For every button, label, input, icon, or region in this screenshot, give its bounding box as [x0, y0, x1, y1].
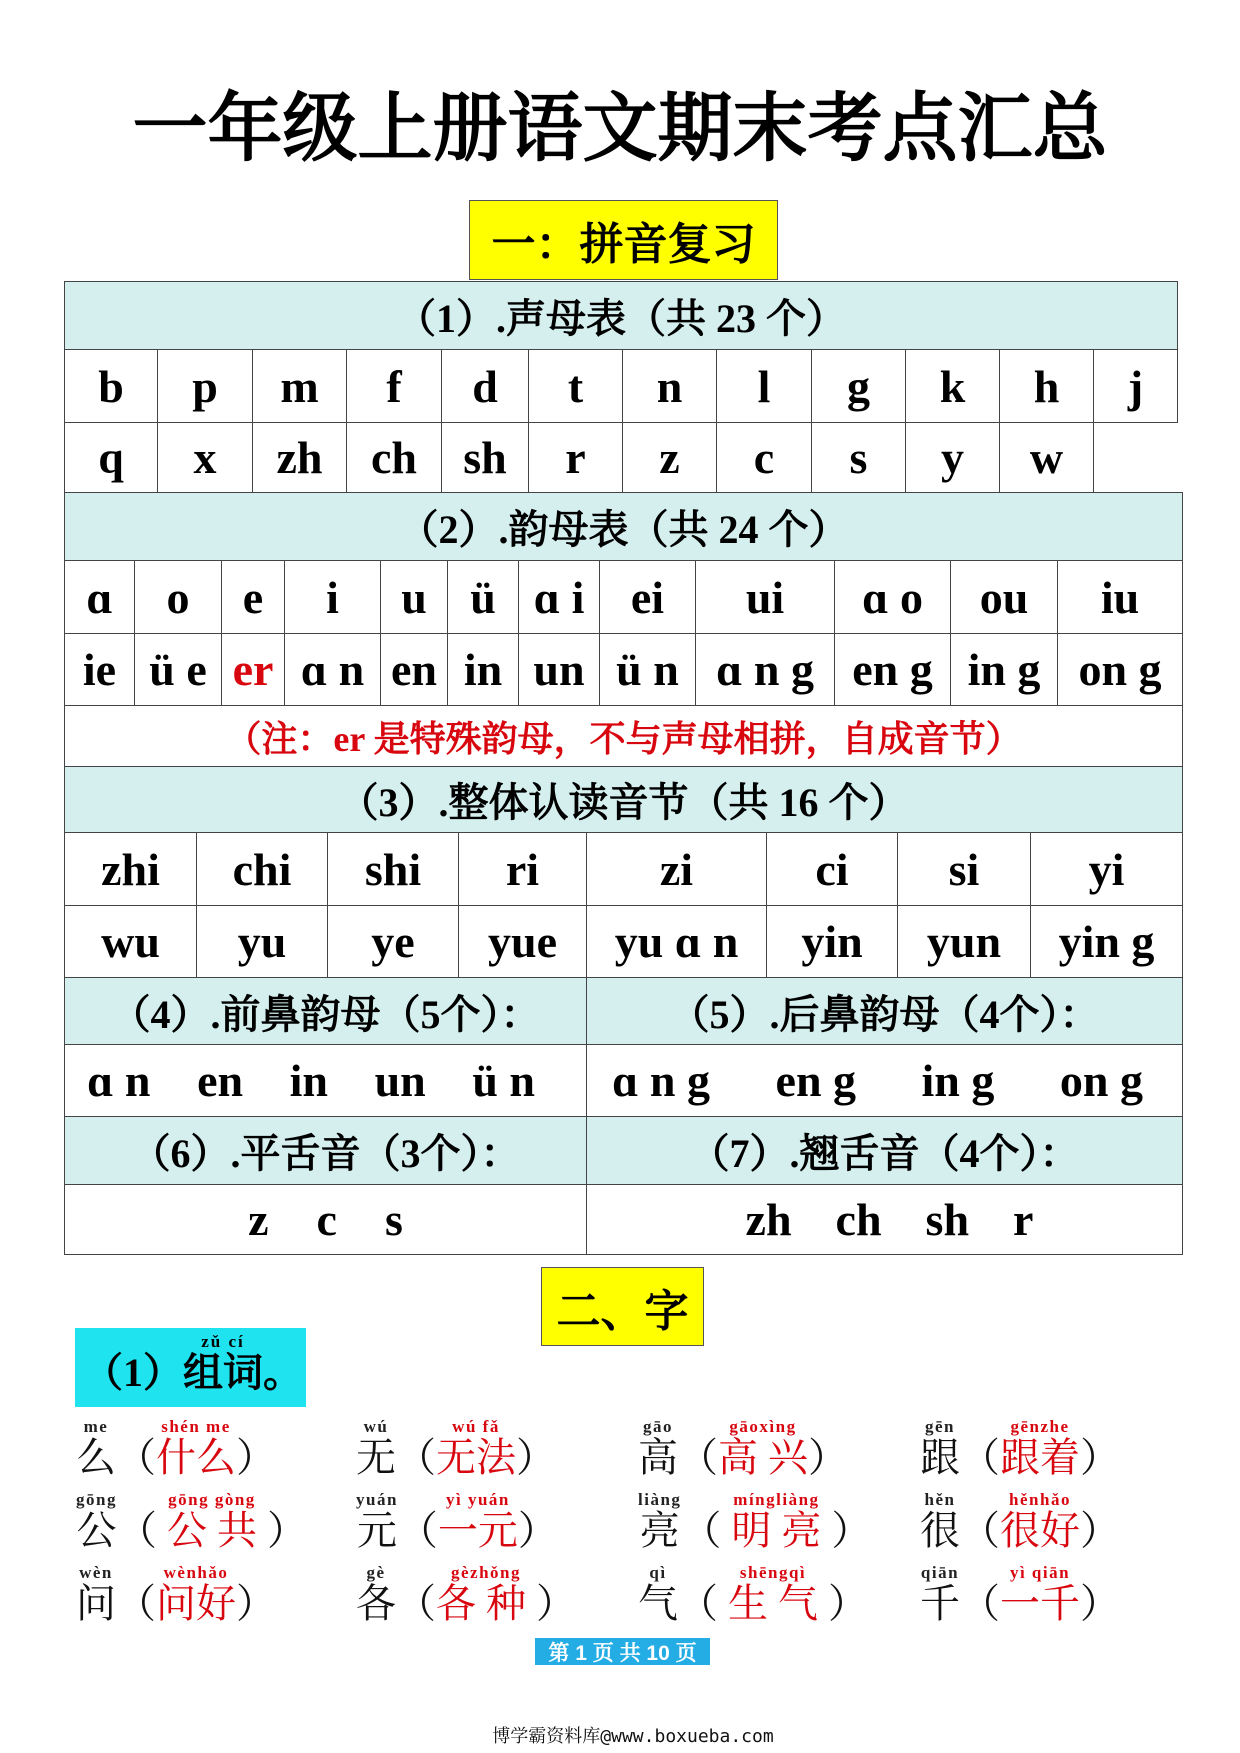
initial-cell: z: [622, 422, 717, 493]
word-entry: [356, 1563, 576, 1625]
base-char: 问: [76, 1581, 116, 1626]
final-cell: iu: [1057, 560, 1183, 634]
section-heading-characters: 二、字: [541, 1267, 704, 1346]
close-bracket: ）: [1080, 1581, 1120, 1626]
open-bracket: （: [960, 1435, 1000, 1480]
base-char-pinyin: liàng: [638, 1490, 682, 1509]
subsection-word: 组词: [183, 1350, 263, 1395]
initial-cell: j: [1093, 349, 1178, 423]
word-text: 高 兴: [718, 1435, 808, 1480]
initial-cell: sh: [441, 422, 529, 493]
base-char: 公: [76, 1508, 117, 1553]
base-char-group: [920, 1417, 960, 1479]
base-char-pinyin: gè: [366, 1563, 386, 1582]
whole-syllable-cell: yun: [897, 905, 1031, 978]
base-char: 各: [356, 1581, 396, 1626]
close-bracket: ）: [808, 1435, 848, 1480]
flat-tongue-header: （6）.平舌音（3个）：: [64, 1116, 587, 1185]
word-text: 问好: [156, 1581, 236, 1626]
front-nasal-item: in: [289, 1055, 329, 1106]
final-cell: un: [518, 633, 600, 706]
whole-syllable-cell: zhi: [64, 832, 197, 906]
retroflex-item: r: [1013, 1194, 1034, 1245]
open-bracket: （: [116, 1435, 156, 1480]
base-char: 千: [920, 1581, 960, 1626]
final-cell: in: [447, 633, 519, 706]
final-cell: on g: [1057, 633, 1183, 706]
word-text: 明 亮: [721, 1508, 832, 1553]
word-entry: [76, 1563, 276, 1625]
initial-cell: c: [716, 422, 812, 493]
word-group: [1000, 1417, 1080, 1479]
open-bracket: （: [678, 1581, 718, 1626]
initial-cell: n: [622, 349, 717, 423]
open-bracket: （: [116, 1581, 156, 1626]
finals-note: （注：er 是特殊韵母，不与声母相拼，自成音节）: [64, 705, 1183, 767]
initial-cell: x: [157, 422, 253, 493]
whole-syllable-cell: ye: [327, 905, 459, 978]
base-char: 跟: [920, 1435, 960, 1480]
whole-syllable-cell: yue: [458, 905, 587, 978]
open-bracket: （: [396, 1435, 436, 1480]
retroflex-list: [586, 1184, 1183, 1255]
open-bracket: （: [116, 1508, 157, 1553]
word-text: 无法: [436, 1435, 516, 1480]
word-text: 什么: [156, 1435, 236, 1480]
initial-cell: y: [905, 422, 1000, 493]
word-group: [718, 1417, 808, 1479]
retroflex-header: （7）.翘舌音（4个）：: [586, 1116, 1183, 1185]
word-group: [721, 1490, 831, 1552]
finals-table-header: （2）.韵母表（共 24 个）: [64, 492, 1183, 561]
base-char: 元: [356, 1508, 397, 1553]
word-entry: [638, 1490, 871, 1552]
word-text: 生 气: [718, 1581, 828, 1626]
word-pinyin: yì qiān: [1009, 1563, 1071, 1582]
word-text: 跟着: [1000, 1435, 1080, 1480]
word-pinyin: wènhǎo: [163, 1563, 229, 1582]
base-char-group: [356, 1417, 396, 1479]
word-pinyin: gōng gòng: [168, 1490, 256, 1509]
whole-syllable-cell: yin: [766, 905, 898, 978]
base-char: 很: [920, 1508, 960, 1553]
retroflex-item: ch: [835, 1194, 882, 1245]
word-pinyin: gēnzhe: [1010, 1417, 1070, 1436]
final-cell: o: [134, 560, 222, 634]
retroflex-item: sh: [925, 1194, 970, 1245]
initial-cell: q: [64, 422, 158, 493]
initial-cell: p: [157, 349, 253, 423]
open-bracket: （: [397, 1508, 438, 1553]
whole-syllable-cell: ci: [766, 832, 898, 906]
whole-syllable-cell: yu ɑ n: [586, 905, 767, 978]
initial-cell: m: [252, 349, 347, 423]
word-group: [718, 1563, 828, 1625]
base-char-group: [76, 1490, 117, 1552]
final-cell: u: [380, 560, 448, 634]
final-cell: i: [284, 560, 381, 634]
open-bracket: （: [681, 1508, 722, 1553]
final-cell: ü e: [134, 633, 222, 706]
page-number-label: 第 1 页 共 10 页: [535, 1638, 710, 1665]
final-cell: ou: [950, 560, 1058, 634]
initial-cell: zh: [252, 422, 347, 493]
word-entry: [920, 1563, 1120, 1625]
final-cell: e: [221, 560, 285, 634]
whole-syllable-cell: ri: [458, 832, 587, 906]
whole-syllables-header: （3）.整体认读音节（共 16 个）: [64, 766, 1183, 833]
close-bracket: ）: [266, 1508, 307, 1553]
subsection-period: 。: [263, 1350, 303, 1395]
base-char-group: [638, 1563, 678, 1625]
base-char: 气: [638, 1581, 678, 1626]
front-nasal-item: en: [197, 1055, 244, 1106]
base-char-group: [76, 1563, 116, 1625]
word-entry: [76, 1417, 276, 1479]
whole-syllable-cell: yi: [1030, 832, 1183, 906]
base-char-group: [76, 1417, 116, 1479]
front-nasal-header: （4）.前鼻韵母（5个）：: [64, 977, 587, 1045]
initial-cell: d: [441, 349, 529, 423]
back-nasal-item: on g: [1059, 1055, 1143, 1106]
base-char-pinyin: me: [83, 1417, 109, 1436]
initials-table-header: （1）.声母表（共 23 个）: [64, 281, 1178, 350]
word-pinyin: shén me: [161, 1417, 231, 1436]
front-nasal-list: [64, 1044, 587, 1117]
base-char-group: [920, 1490, 960, 1552]
word-group: [156, 1563, 236, 1625]
final-cell: ɑ n g: [695, 633, 835, 706]
base-char-group: [356, 1490, 398, 1552]
base-char-pinyin: wèn: [79, 1563, 113, 1582]
whole-syllable-cell: zi: [586, 832, 767, 906]
whole-syllable-cell: yin g: [1030, 905, 1183, 978]
back-nasal-item: ɑ n g: [612, 1055, 711, 1106]
whole-syllable-cell: wu: [64, 905, 197, 978]
front-nasal-item: ɑ n: [87, 1055, 151, 1106]
initial-cell: l: [716, 349, 812, 423]
front-nasal-item: ü n: [472, 1055, 535, 1106]
final-cell: en g: [834, 633, 951, 706]
close-bracket: ）: [236, 1581, 276, 1626]
initial-cell: ch: [346, 422, 442, 493]
initial-cell: g: [811, 349, 906, 423]
initial-cell: r: [528, 422, 623, 493]
close-bracket: ）: [1080, 1508, 1120, 1553]
front-nasal-item: un: [374, 1055, 426, 1106]
word-entry: [356, 1490, 558, 1552]
base-char-pinyin: yuán: [356, 1490, 398, 1509]
subsection-word-group: [183, 1333, 263, 1395]
close-bracket: ）: [536, 1581, 576, 1626]
back-nasal-item: in g: [921, 1055, 995, 1106]
final-cell: ei: [599, 560, 696, 634]
initial-cell: f: [346, 349, 442, 423]
word-group: [1000, 1563, 1080, 1625]
initial-cell: t: [528, 349, 623, 423]
base-char-pinyin: hěn: [924, 1490, 956, 1509]
initial-cell: k: [905, 349, 1000, 423]
word-text: 一千: [1000, 1581, 1080, 1626]
back-nasal-header: （5）.后鼻韵母（4个）：: [586, 977, 1183, 1045]
base-char-pinyin: gāo: [643, 1417, 673, 1436]
document-title: 一年级上册语文期末考点汇总: [132, 88, 1108, 171]
initial-cell: w: [999, 422, 1094, 493]
open-bracket: （: [396, 1581, 436, 1626]
base-char-pinyin: gēn: [925, 1417, 955, 1436]
final-cell: ɑ i: [518, 560, 600, 634]
final-cell: ü n: [599, 633, 696, 706]
section-heading-pinyin-review: 一：拼音复习: [469, 200, 778, 280]
final-cell: in g: [950, 633, 1058, 706]
subsection-number: （1）: [83, 1350, 183, 1395]
base-char-group: [638, 1490, 681, 1552]
flat-tongue-item: z: [248, 1194, 269, 1245]
open-bracket: （: [960, 1581, 1000, 1626]
word-entry: [638, 1563, 868, 1625]
final-cell: ɑ o: [834, 560, 951, 634]
word-text: 公 共: [156, 1508, 267, 1553]
word-group: [1000, 1490, 1080, 1552]
base-char-pinyin: gōng: [76, 1490, 117, 1509]
open-bracket: （: [960, 1508, 1000, 1553]
word-text: 各 种: [436, 1581, 536, 1626]
back-nasal-item: en g: [775, 1055, 857, 1106]
word-entry: [356, 1417, 556, 1479]
word-pinyin: gāoxìng: [729, 1417, 797, 1436]
initial-cell: b: [64, 349, 158, 423]
initial-cell: s: [811, 422, 906, 493]
close-bracket: ）: [831, 1508, 872, 1553]
word-group: [156, 1417, 236, 1479]
word-text: 很好: [1000, 1508, 1080, 1553]
subsection-word-pinyin: zǔ cí: [201, 1332, 245, 1351]
final-cell-special: er: [221, 633, 285, 706]
whole-syllable-cell: shi: [327, 832, 459, 906]
close-bracket: ）: [517, 1508, 558, 1553]
final-cell: ɑ n: [284, 633, 381, 706]
base-char: 亮: [639, 1508, 680, 1553]
base-char: 无: [356, 1435, 396, 1480]
base-char-pinyin: qiān: [920, 1563, 960, 1582]
base-char-group: [920, 1563, 960, 1625]
word-entry: [76, 1490, 307, 1552]
close-bracket: ）: [1080, 1435, 1120, 1480]
close-bracket: ）: [236, 1435, 276, 1480]
final-cell: ɑ: [64, 560, 135, 634]
retroflex-item: zh: [745, 1194, 792, 1245]
base-char-group: [356, 1563, 396, 1625]
word-entry: [638, 1417, 848, 1479]
open-bracket: （: [678, 1435, 718, 1480]
word-group: [436, 1563, 536, 1625]
back-nasal-list: [586, 1044, 1183, 1117]
word-group: [438, 1490, 518, 1552]
base-char: 么: [76, 1435, 116, 1480]
whole-syllable-cell: yu: [196, 905, 328, 978]
close-bracket: ）: [828, 1581, 868, 1626]
word-pinyin: wú fǎ: [452, 1417, 500, 1436]
final-cell: ü: [447, 560, 519, 634]
final-cell: ui: [695, 560, 835, 634]
word-text: 一元: [437, 1508, 518, 1553]
word-entry: [920, 1417, 1120, 1479]
source-footer: 博学霸资料库@www.boxueba.com: [492, 1726, 774, 1747]
word-pinyin: míngliàng: [733, 1490, 820, 1509]
word-pinyin: hěnhǎo: [1009, 1490, 1071, 1509]
word-pinyin: yì yuán: [445, 1490, 510, 1509]
initial-cell: h: [999, 349, 1094, 423]
subsection-heading-word-building: [75, 1328, 306, 1407]
whole-syllable-cell: si: [897, 832, 1031, 906]
final-cell: ie: [64, 633, 135, 706]
flat-tongue-list: [64, 1184, 587, 1255]
base-char: 高: [638, 1435, 678, 1480]
word-group: [436, 1417, 516, 1479]
whole-syllable-cell: chi: [196, 832, 328, 906]
base-char-pinyin: wú: [363, 1417, 389, 1436]
word-entry: [920, 1490, 1120, 1552]
flat-tongue-item: c: [316, 1194, 337, 1245]
word-pinyin: shēngqì: [739, 1563, 807, 1582]
final-cell: en: [380, 633, 448, 706]
flat-tongue-item: s: [384, 1194, 403, 1245]
close-bracket: ）: [516, 1435, 556, 1480]
word-pinyin: gèzhǒng: [451, 1563, 521, 1582]
word-group: [157, 1490, 267, 1552]
base-char-group: [638, 1417, 678, 1479]
base-char-pinyin: qì: [649, 1563, 667, 1582]
